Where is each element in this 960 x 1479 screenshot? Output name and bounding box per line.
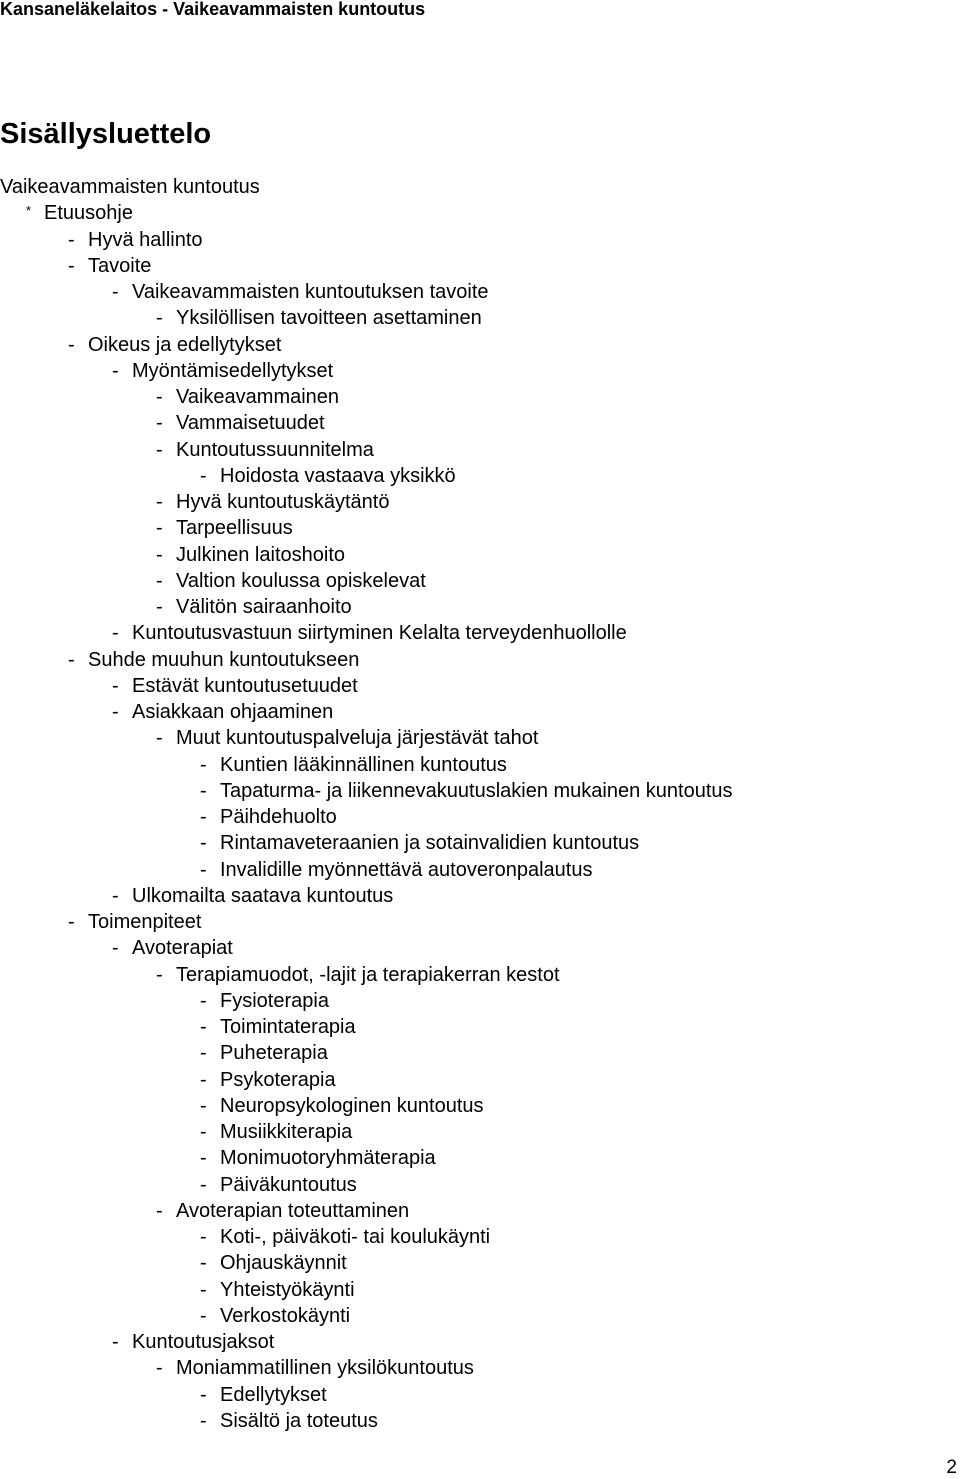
toc-entry-text: Vaikeavammainen xyxy=(176,386,340,408)
toc-entry xyxy=(0,1093,960,1119)
toc-entry-text: Toimintaterapia xyxy=(220,1016,356,1038)
toc-entry-text: Välitön sairaanhoito xyxy=(176,596,352,618)
toc-entry xyxy=(0,935,960,961)
toc-entry-text: Julkinen laitoshoito xyxy=(176,543,345,566)
toc-entry-text: Valtion koulussa opiskelevat xyxy=(176,569,426,592)
dash-bullet: - xyxy=(200,1304,207,1327)
toc-entry-text: Fysioterapia xyxy=(220,989,329,1012)
dash-bullet: - xyxy=(200,1016,207,1038)
toc-entry-text: Psykoterapia xyxy=(220,1068,336,1091)
toc-entry xyxy=(0,279,960,305)
toc-entry-text: Avoterapiat xyxy=(132,937,233,960)
dash-bullet: - xyxy=(156,491,163,513)
dash-bullet: - xyxy=(112,937,119,960)
dash-bullet: - xyxy=(200,1068,207,1091)
toc-entry-text: Vaikeavammaisten kuntoutus xyxy=(0,176,260,198)
toc-entry xyxy=(0,358,960,384)
toc-entry-text: Ulkomailta saatava kuntoutus xyxy=(132,884,394,907)
toc-entry-text: Puheterapia xyxy=(220,1042,328,1065)
dash-bullet: - xyxy=(200,1042,207,1065)
toc-entry-text: Hyvä kuntoutuskäytäntö xyxy=(176,491,390,513)
toc-entry-text: Päihdehuolto xyxy=(220,806,337,828)
toc-entry-text: Edellytykset xyxy=(220,1383,327,1406)
dash-bullet: - xyxy=(200,832,207,855)
toc-entry-text: Etuusohje xyxy=(44,202,133,225)
dash-bullet: - xyxy=(68,228,75,251)
dash-bullet: - xyxy=(200,1147,207,1170)
toc-entry-text: Tavoite xyxy=(88,254,152,277)
toc-entry-text: Kuntoutusvastuun siirtyminen Kelalta terveydenhuollolle xyxy=(132,622,627,645)
toc-entry xyxy=(0,804,960,830)
toc-entry xyxy=(0,1303,960,1329)
table-of-contents xyxy=(0,174,960,1434)
toc-entry-text: Musiikkiterapia xyxy=(220,1121,353,1143)
toc-entry-text: Suhde muuhun kuntoutukseen xyxy=(88,648,360,671)
toc-entry xyxy=(0,253,960,279)
dash-bullet: - xyxy=(156,386,163,408)
document-header: Kansaneläkelaitos - Vaikeavammaisten kuntoutus xyxy=(0,0,426,19)
toc-entry xyxy=(0,305,960,331)
toc-entry xyxy=(0,1040,960,1066)
dash-bullet: - xyxy=(156,963,163,986)
dash-bullet: - xyxy=(200,1383,207,1406)
dash-bullet: - xyxy=(156,543,163,566)
dash-bullet: - xyxy=(200,1173,207,1196)
toc-entry xyxy=(0,1119,960,1145)
toc-entry xyxy=(0,1250,960,1276)
toc-entry-text: Asiakkaan ohjaaminen xyxy=(132,701,334,723)
toc-entry xyxy=(0,568,960,594)
toc-entry-text: Kuntien lääkinnällinen kuntoutus xyxy=(220,753,507,776)
dash-bullet: - xyxy=(156,1199,163,1222)
toc-entry xyxy=(0,857,960,883)
toc-entry xyxy=(0,699,960,725)
toc-entry-text: Tapaturma- ja liikennevakuutuslakien mukainen kuntoutus xyxy=(220,779,733,802)
toc-entry-text: Monimuotoryhmäterapia xyxy=(220,1147,436,1170)
toc-entry-text: Tarpeellisuus xyxy=(176,517,293,540)
toc-entry xyxy=(0,1277,960,1303)
toc-entry xyxy=(0,883,960,909)
dash-bullet: - xyxy=(112,1331,119,1353)
toc-entry-text: Avoterapian toteuttaminen xyxy=(176,1199,410,1222)
dash-bullet: - xyxy=(200,1409,207,1432)
dash-bullet: - xyxy=(156,596,163,618)
toc-entry xyxy=(0,1172,960,1198)
dash-bullet: - xyxy=(200,464,207,487)
toc-entry xyxy=(0,620,960,646)
dash-bullet: - xyxy=(200,989,207,1012)
page-number: 2 xyxy=(946,1457,957,1478)
dash-bullet: - xyxy=(112,701,119,723)
toc-entry xyxy=(0,174,960,200)
toc-entry-text: Ohjauskäynnit xyxy=(220,1252,347,1275)
toc-entry-text: Toimenpiteet xyxy=(88,911,202,933)
toc-entry xyxy=(0,332,960,358)
dash-bullet: - xyxy=(112,359,119,382)
dash-bullet: - xyxy=(156,569,163,592)
toc-entry xyxy=(0,200,960,226)
toc-entry xyxy=(0,830,960,856)
dash-bullet: - xyxy=(112,674,119,697)
toc-entry-text: Hyvä hallinto xyxy=(88,228,203,251)
toc-entry-text: Vaikeavammaisten kuntoutuksen tavoite xyxy=(132,281,489,303)
toc-entry xyxy=(0,909,960,935)
toc-entry-text: Hoidosta vastaava yksikkö xyxy=(220,464,456,487)
toc-entry-text: Yhteistyökäynti xyxy=(220,1278,355,1301)
toc-entry xyxy=(0,227,960,253)
toc-entry xyxy=(0,594,960,620)
dash-bullet: - xyxy=(68,911,75,933)
dash-bullet: - xyxy=(156,517,163,540)
dash-bullet: - xyxy=(68,254,75,277)
toc-entry-text: Rintamaveteraanien ja sotainvalidien kuntoutus xyxy=(220,832,640,855)
dash-bullet: - xyxy=(68,333,75,356)
dash-bullet: - xyxy=(68,648,75,671)
toc-entry xyxy=(0,752,960,778)
toc-entry-text: Kuntoutusjaksot xyxy=(132,1331,275,1353)
dash-bullet: - xyxy=(156,1357,163,1380)
toc-entry xyxy=(0,1014,960,1040)
dash-bullet: - xyxy=(156,727,163,750)
dash-bullet: - xyxy=(200,753,207,776)
toc-entry xyxy=(0,410,960,436)
dash-bullet: - xyxy=(156,307,163,330)
dash-bullet: - xyxy=(112,622,119,645)
toc-entry xyxy=(0,489,960,515)
toc-entry-text: Invalidille myönnettävä autoveronpalautus xyxy=(220,858,593,881)
toc-entry-text: Päiväkuntoutus xyxy=(220,1173,357,1196)
toc-entry xyxy=(0,1329,960,1355)
dash-bullet: - xyxy=(112,884,119,907)
toc-entry xyxy=(0,1382,960,1408)
dash-bullet: - xyxy=(200,1121,207,1143)
dash-bullet: - xyxy=(200,858,207,881)
dash-bullet: - xyxy=(200,1252,207,1275)
dash-bullet: - xyxy=(112,281,119,303)
toc-entry-text: Terapiamuodot, -lajit ja terapiakerran kestot xyxy=(176,963,560,986)
dash-bullet: - xyxy=(156,412,163,435)
toc-entry xyxy=(0,515,960,541)
toc-entry-text: Verkostokäynti xyxy=(220,1304,351,1327)
toc-entry-text: Sisältö ja toteutus xyxy=(220,1409,378,1432)
asterisk-bullet: * xyxy=(26,203,32,219)
toc-entry-text: Yksilöllisen tavoitteen asettaminen xyxy=(176,307,482,330)
toc-entry xyxy=(0,1408,960,1434)
dash-bullet: - xyxy=(200,779,207,802)
toc-entry-text: Moniammatillinen yksilökuntoutus xyxy=(176,1357,474,1380)
toc-entry-text: Vammaisetuudet xyxy=(176,412,325,435)
toc-entry xyxy=(0,437,960,463)
dash-bullet: - xyxy=(200,1226,207,1248)
toc-entry xyxy=(0,1067,960,1093)
dash-bullet: - xyxy=(200,1094,207,1117)
toc-entry xyxy=(0,1355,960,1381)
toc-entry xyxy=(0,988,960,1014)
dash-bullet: - xyxy=(200,1278,207,1301)
toc-entry-text: Myöntämisedellytykset xyxy=(132,359,334,382)
toc-entry xyxy=(0,542,960,568)
page-title: Sisällysluettelo xyxy=(0,118,212,150)
toc-entry xyxy=(0,647,960,673)
toc-entry-text: Kuntoutussuunnitelma xyxy=(176,438,374,461)
toc-entry xyxy=(0,778,960,804)
toc-entry-text: Neuropsykologinen kuntoutus xyxy=(220,1094,484,1117)
toc-entry xyxy=(0,673,960,699)
toc-entry-text: Koti-, päiväkoti- tai koulukäynti xyxy=(220,1226,491,1248)
toc-entry xyxy=(0,1145,960,1171)
toc-entry xyxy=(0,962,960,988)
toc-entry xyxy=(0,384,960,410)
dash-bullet: - xyxy=(200,806,207,828)
toc-entry-text: Muut kuntoutuspalveluja järjestävät tahot xyxy=(176,727,539,750)
dash-bullet: - xyxy=(156,438,163,461)
toc-entry-text: Oikeus ja edellytykset xyxy=(88,333,282,356)
toc-entry xyxy=(0,463,960,489)
toc-entry xyxy=(0,1198,960,1224)
toc-entry xyxy=(0,1224,960,1250)
toc-entry xyxy=(0,725,960,751)
toc-entry-text: Estävät kuntoutusetuudet xyxy=(132,674,358,697)
